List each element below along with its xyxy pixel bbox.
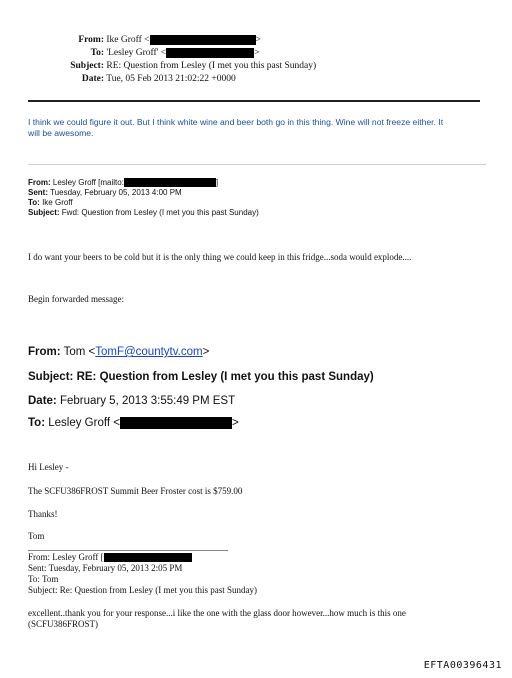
redaction-bar [120,417,232,429]
fwd2-to-value: Lesley Groff < [48,417,120,429]
tom-signature: Tom [28,531,45,541]
fwd1-from-line [28,178,218,188]
tom-price-line: The SCFU386FROST Summit Beer Froster cost is $759.00 [28,486,243,496]
body-fridge-text: I do want your beers to be cold but it is the only thing we could keep in this fridge...soda would explode.... [28,252,412,262]
header-from-tail: > [255,35,261,45]
header-to-label: To: [90,48,104,58]
quoted-subject: Subject: Re: Question from Lesley (I met you this past Sunday) [28,585,257,595]
header-date-line [40,73,236,86]
fwd1-from-tail: ] [215,178,219,187]
fwd2-to-tail: > [231,417,239,429]
header-to-tail: > [254,48,260,58]
document-id: EFTA00396431 [423,660,502,671]
fwd1-to-line [28,198,73,208]
quoted-from-line [28,552,192,563]
header-divider [28,100,480,102]
tom-greeting: Hi Lesley - [28,462,69,472]
reply-line-1: I think we could figure it out. But I think white wine and beer both go in this thing. Wine will not freeze either. It [28,117,444,127]
fwd2-date-line [28,394,235,409]
fwd2-from-name: Tom < [63,346,96,358]
redaction-bar [166,48,254,58]
fwd1-sent-label: Sent: [28,188,48,197]
header-from-line [40,34,261,47]
fwd1-subject-value: Fwd: Question from Lesley (I met you this past Sunday) [61,208,259,217]
fwd2-from-label: From: [28,346,61,358]
quoted-from: From: Lesley Groff [ [28,552,104,562]
fwd1-to-value: Ike Groff [42,198,73,207]
fwd1-to-label: To: [28,198,40,207]
redaction-bar [124,178,219,187]
fwd1-sent-value: Tuesday, February 05, 2013 4:00 PM [50,188,182,197]
reply-line-2: will be awesome. [28,128,94,138]
fwd2-email-link[interactable]: TomF@countytv.com [95,346,203,358]
header-from-value: Ike Groff < [106,35,150,45]
quoted-separator [28,550,228,551]
redaction-bar [150,35,256,45]
quoted-body-line-1: excellent..thank you for your response...i like the one with the glass door however...how much is this one [28,608,406,618]
begin-forwarded-text: Begin forwarded message: [28,294,124,304]
header-to-value: 'Lesley Groff' < [106,48,167,58]
quoted-body-line-2: (SCFU386FROST) [28,619,99,629]
header-subject-value: RE: Question from Lesley (I met you this past Sunday) [106,61,317,71]
fwd1-from-value: Lesley Groff [mailto: [52,178,124,187]
reply-divider [28,164,486,165]
fwd2-subject-line [28,370,374,385]
header-date-label: Date: [81,74,104,84]
fwd2-date-label: Date: [28,395,57,407]
quoted-to: To: Tom [28,574,59,584]
redaction-bar [104,553,192,562]
fwd2-date-value: February 5, 2013 3:55:49 PM EST [59,395,236,407]
header-from-label: From: [78,35,104,45]
fwd1-subject-label: Subject: [28,208,60,217]
header-subject-label: Subject: [70,61,104,71]
fwd1-from-label: From: [28,178,51,187]
fwd1-sent-line [28,188,182,198]
tom-thanks: Thanks! [28,509,58,519]
header-to-line [40,47,260,60]
fwd2-subject-value: RE: Question from Lesley (I met you this past Sunday) [76,371,374,383]
fwd2-from-line [28,345,209,360]
header-subject-line [40,60,316,73]
header-date-value: Tue, 05 Feb 2013 21:02:22 +0000 [106,74,236,84]
fwd2-subject-label: Subject: [28,371,74,383]
fwd1-subject-line [28,208,259,218]
fwd2-to-line [28,416,239,431]
fwd2-to-label: To: [28,417,46,429]
quoted-sent: Sent: Tuesday, February 05, 2013 2:05 PM [28,563,183,573]
fwd2-from-tail: > [202,346,210,358]
